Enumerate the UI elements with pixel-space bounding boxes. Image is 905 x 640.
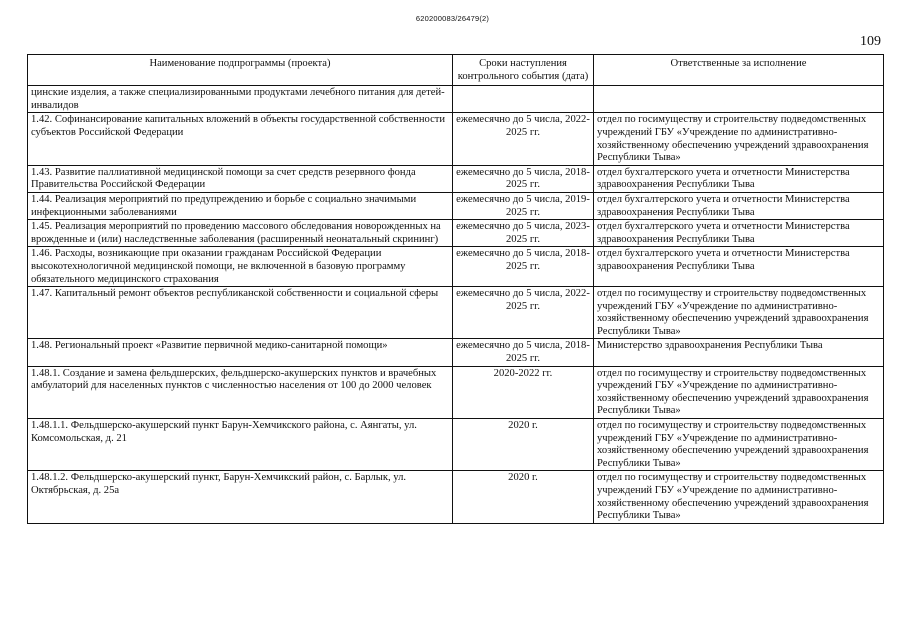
row-name-cell: 1.46. Расходы, возникающие при оказании гражданам Российской Федерации высокотехнологичной медицинской помощи, не включенной в базовую программу обязательного медицинского страхования <box>28 247 453 287</box>
row-responsible-cell: отдел по госимуществу и строительству подведомственных учреждений ГБУ «Учреждение по административно-хозяйственному обеспечению учреждений здравоохранения Республики Тыва» <box>594 366 884 418</box>
row-deadline-cell: ежемесячно до 5 числа, 2022-2025 гг. <box>453 113 594 165</box>
row-name-cell: 1.48.1. Создание и замена фельдшерских, фельдшерско-акушерских пунктов и врачебных амбулаторий для населенных пунктов с численностью населения от 100 до 2000 человек <box>28 366 453 418</box>
table-row <box>28 192 884 219</box>
table-header-row <box>28 55 884 86</box>
row-responsible-cell: отдел бухгалтерского учета и отчетности Министерства здравоохранения Республики Тыва <box>594 165 884 192</box>
row-name-cell: 1.44. Реализация мероприятий по предупреждению и борьбе с социально значимыми инфекционными заболеваниями <box>28 192 453 219</box>
table-row <box>28 86 884 113</box>
schedule-table <box>27 54 884 524</box>
column-header-name: Наименование подпрограммы (проекта) <box>28 55 453 86</box>
row-deadline-cell: ежемесячно до 5 числа, 2022-2025 гг. <box>453 287 594 339</box>
row-deadline-cell: 2020 г. <box>453 471 594 523</box>
column-header-responsible: Ответственные за исполнение <box>594 55 884 86</box>
row-name-cell: цинские изделия, а также специализированными продуктами лечебного питания для детей-инвалидов <box>28 86 453 113</box>
table-row <box>28 287 884 339</box>
row-name-cell: 1.42. Софинансирование капитальных вложений в объекты государственной собственности субъектов Российской Федерации <box>28 113 453 165</box>
row-responsible-cell: отдел по госимуществу и строительству подведомственных учреждений ГБУ «Учреждение по административно-хозяйственному обеспечению учреждений здравоохранения Республики Тыва» <box>594 287 884 339</box>
table-row <box>28 165 884 192</box>
table-body <box>28 86 884 524</box>
row-name-cell: 1.43. Развитие паллиативной медицинской помощи за счет средств резервного фонда Правительства Российской Федерации <box>28 165 453 192</box>
table-row <box>28 247 884 287</box>
row-deadline-cell: 2020 г. <box>453 419 594 471</box>
row-responsible-cell: Министерство здравоохранения Республики Тыва <box>594 339 884 366</box>
row-responsible-cell: отдел бухгалтерского учета и отчетности Министерства здравоохранения Республики Тыва <box>594 247 884 287</box>
column-header-deadline: Сроки наступления контрольного события (дата) <box>453 55 594 86</box>
row-responsible-cell: отдел по госимуществу и строительству подведомственных учреждений ГБУ «Учреждение по административно-хозяйственному обеспечению учреждений здравоохранения Республики Тыва» <box>594 419 884 471</box>
table-row <box>28 366 884 418</box>
row-deadline-cell <box>453 86 594 113</box>
row-responsible-cell <box>594 86 884 113</box>
row-responsible-cell: отдел по госимуществу и строительству подведомственных учреждений ГБУ «Учреждение по административно-хозяйственному обеспечению учреждений здравоохранения Республики Тыва» <box>594 113 884 165</box>
row-name-cell: 1.48.1.1. Фельдшерско-акушерский пункт Барун-Хемчикского района, с. Аянгаты, ул. Комсомольская, д. 21 <box>28 419 453 471</box>
row-responsible-cell: отдел по госимуществу и строительству подведомственных учреждений ГБУ «Учреждение по административно-хозяйственному обеспечению учреждений здравоохранения Республики Тыва» <box>594 471 884 523</box>
row-deadline-cell: ежемесячно до 5 числа, 2018-2025 гг. <box>453 339 594 366</box>
row-name-cell: 1.48.1.2. Фельдшерско-акушерский пункт, Барун-Хемчикский район, с. Барлык, ул. Октябрьская, д. 25а <box>28 471 453 523</box>
table-row <box>28 419 884 471</box>
row-deadline-cell: ежемесячно до 5 числа, 2018-2025 гг. <box>453 247 594 287</box>
row-responsible-cell: отдел бухгалтерского учета и отчетности Министерства здравоохранения Республики Тыва <box>594 220 884 247</box>
table-row <box>28 220 884 247</box>
document-id: 620200083/26479(2) <box>415 14 490 23</box>
table-row <box>28 471 884 523</box>
row-deadline-cell: ежемесячно до 5 числа, 2018-2025 гг. <box>453 165 594 192</box>
page-number: 109 <box>860 34 881 49</box>
row-deadline-cell: ежемесячно до 5 числа, 2019-2025 гг. <box>453 192 594 219</box>
row-name-cell: 1.45. Реализация мероприятий по проведению массового обследования новорожденных на врожденные и (или) наследственные заболевания (расширенный неонатальный скрининг) <box>28 220 453 247</box>
row-name-cell: 1.48. Региональный проект «Развитие первичной медико-санитарной помощи» <box>28 339 453 366</box>
table-row <box>28 113 884 165</box>
table-row <box>28 339 884 366</box>
row-deadline-cell: ежемесячно до 5 числа, 2023-2025 гг. <box>453 220 594 247</box>
row-deadline-cell: 2020-2022 гг. <box>453 366 594 418</box>
row-name-cell: 1.47. Капитальный ремонт объектов республиканской собственности и социальной сферы <box>28 287 453 339</box>
row-responsible-cell: отдел бухгалтерского учета и отчетности Министерства здравоохранения Республики Тыва <box>594 192 884 219</box>
